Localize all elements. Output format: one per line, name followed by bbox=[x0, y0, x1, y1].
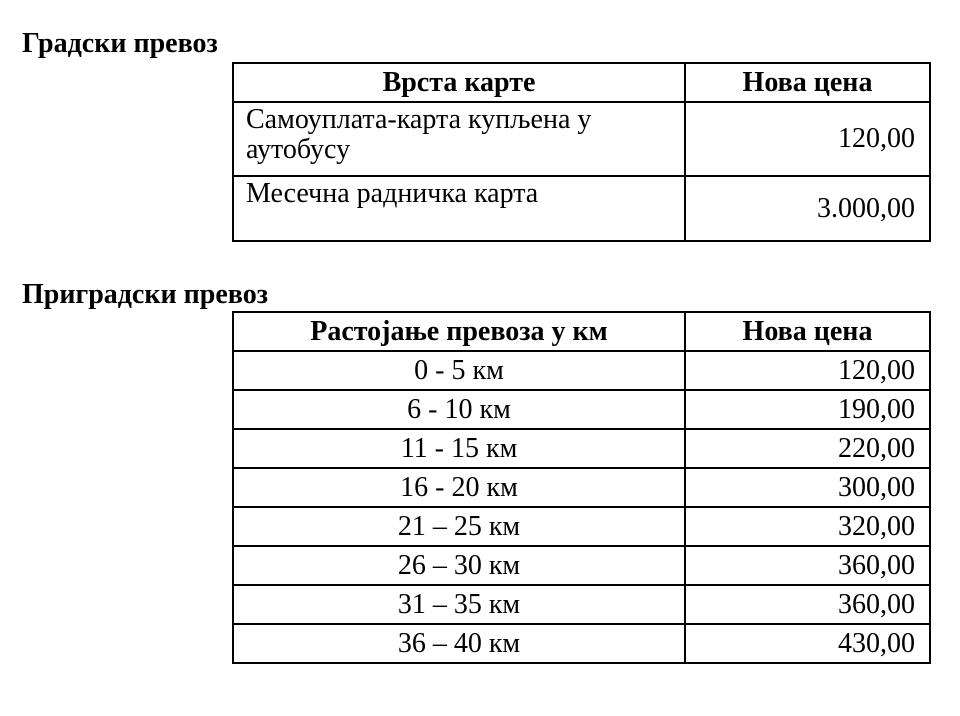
table-row bbox=[233, 546, 930, 585]
table-row bbox=[233, 102, 930, 176]
column-header-new-price: Нова цена bbox=[685, 63, 930, 102]
city-fare-table bbox=[232, 62, 931, 242]
distance-cell: 26 – 30 км bbox=[233, 546, 685, 585]
table-row bbox=[233, 585, 930, 624]
distance-cell: 11 - 15 км bbox=[233, 429, 685, 468]
suburban-transport-title: Приградски превоз bbox=[22, 279, 268, 310]
distance-cell: 6 - 10 км bbox=[233, 390, 685, 429]
price-cell: 190,00 bbox=[685, 390, 930, 429]
suburban-fare-table bbox=[232, 311, 931, 664]
table-row bbox=[233, 507, 930, 546]
table-header-row bbox=[233, 312, 930, 351]
column-header-ticket-type: Врста карте bbox=[233, 63, 685, 102]
table-row bbox=[233, 390, 930, 429]
distance-cell: 36 – 40 км bbox=[233, 624, 685, 663]
column-header-new-price: Нова цена bbox=[685, 312, 930, 351]
table-row bbox=[233, 468, 930, 507]
price-cell: 430,00 bbox=[685, 624, 930, 663]
table-row bbox=[233, 429, 930, 468]
table-row bbox=[233, 176, 930, 241]
ticket-type-cell: Самоуплата-карта купљена у аутобусу bbox=[233, 102, 685, 176]
price-cell: 360,00 bbox=[685, 546, 930, 585]
price-cell: 120,00 bbox=[685, 351, 930, 390]
distance-cell: 31 – 35 км bbox=[233, 585, 685, 624]
price-cell: 3.000,00 bbox=[685, 176, 930, 241]
table-header-row bbox=[233, 63, 930, 102]
price-cell: 300,00 bbox=[685, 468, 930, 507]
table-row bbox=[233, 624, 930, 663]
city-transport-title: Градски превоз bbox=[22, 28, 218, 59]
column-header-distance: Растојање превоза у км bbox=[233, 312, 685, 351]
price-cell: 220,00 bbox=[685, 429, 930, 468]
distance-cell: 21 – 25 км bbox=[233, 507, 685, 546]
distance-cell: 16 - 20 км bbox=[233, 468, 685, 507]
price-cell: 320,00 bbox=[685, 507, 930, 546]
price-cell: 120,00 bbox=[685, 102, 930, 176]
distance-cell: 0 - 5 км bbox=[233, 351, 685, 390]
ticket-type-cell: Месечна радничка карта bbox=[233, 176, 685, 241]
table-row bbox=[233, 351, 930, 390]
price-cell: 360,00 bbox=[685, 585, 930, 624]
